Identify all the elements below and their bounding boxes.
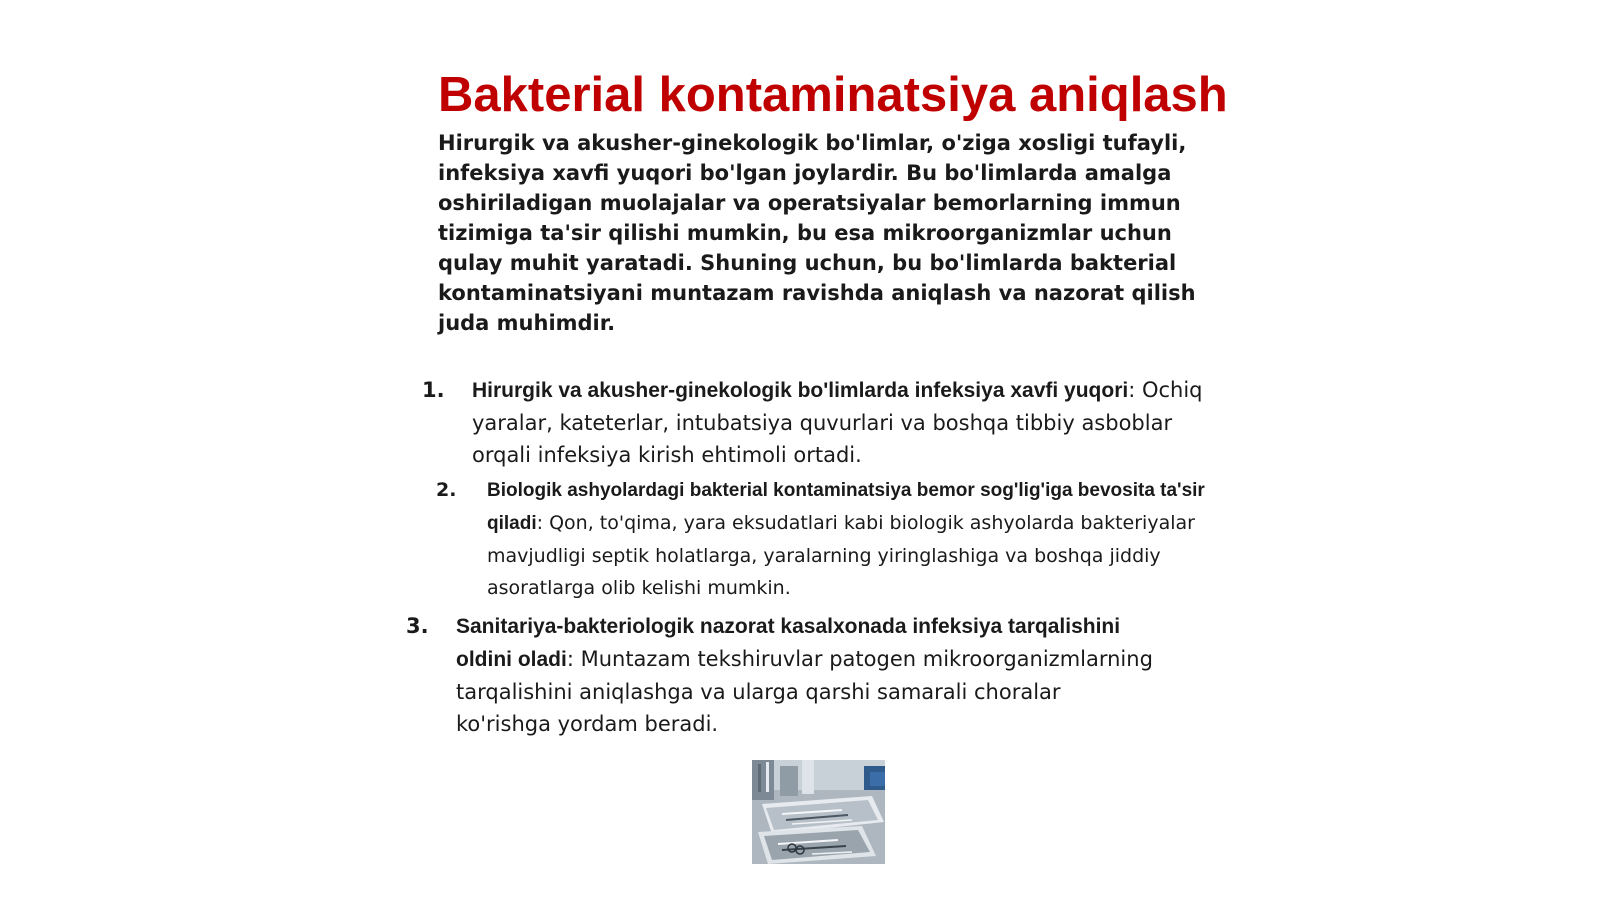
list-item-text [487,474,1207,604]
list-item-body: : Qon, to'qima, yara eksudatlari kabi biologik ashyolarda bakteriyalar mavjudligi septik holatlarga, yaralarning yiringlashiga va boshqa jiddiy asoratlarga olib kelishi mumkin. [487,512,1195,599]
intro-paragraph: Hirurgik va akusher-ginekologik bo'limlar, o'ziga xosligi tufayli, infeksiya xavfi yuqori bo'lgan joylardir. Bu bo'limlarda amalga oshiriladigan muolajalar va operatsiyalar bemorlarning immun tizimiga ta'sir qilishi mumkin, bu esa mikroorganizmlar uchun qulay muhit yaratadi. Shuning uchun, bu bo'limlarda bakterial kontaminatsiyani muntazam ravishda aniqlash va nazorat qilish juda muhimdir. [438,131,1196,335]
list-item-body: : Muntazam tekshiruvlar patogen mikroorganizmlarning tarqalishini aniqlashga va ularga qarshi samarali choralar ko'rishga yordam beradi. [456,647,1153,736]
list-item-text [472,374,1212,471]
list-item-number: 1. [422,378,445,402]
list-item-lead: Biologik ashyolardagi bakterial kontaminatsiya bemor sog'lig'iga bevosita ta'sir qiladi [487,480,1205,534]
list-item-text [456,610,1156,740]
list-item-lead: Hirurgik va akusher-ginekologik bo'limlarda infeksiya xavfi yuqori [472,379,1129,402]
surgical-instruments-photo [752,760,885,864]
slide-title: Bakterial kontaminatsiya aniqlash [438,68,1228,122]
list-item-lead: Sanitariya-bakteriologik nazorat kasalxonada infeksiya tarqalishini oldini oladi [456,615,1121,671]
list-item-body: : Ochiq yaralar, kateterlar, intubatsiya quvurlari va boshqa tibbiy asboblar orqali infeksiya kirish ehtimoli ortadi. [472,378,1203,467]
list-item-number: 2. [436,479,457,501]
list-item-number: 3. [406,614,429,638]
